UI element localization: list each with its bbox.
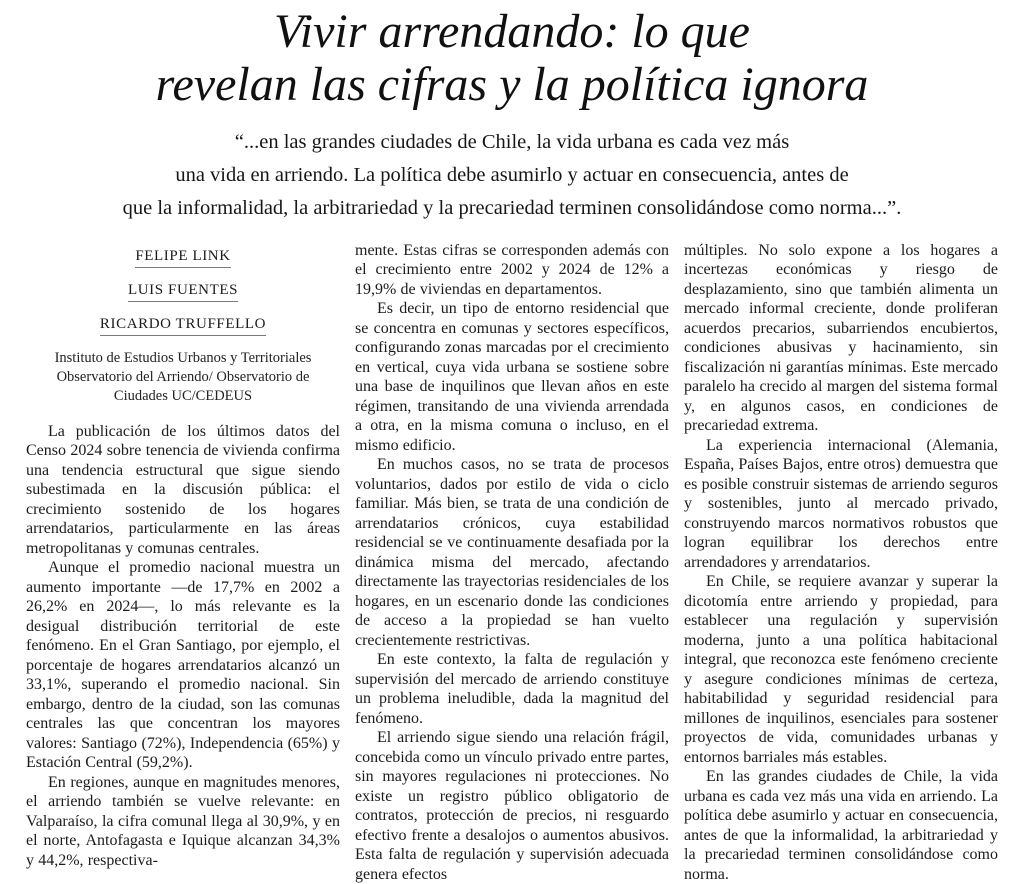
paragraph: múltiples. No solo expone a los hogares a incertezas económicas y riesgo de desplazamiento, sino que también alimenta un mercado informal creciente, donde proliferan acuerdos precarios, subarriendos encubiertos, condiciones abusivas y hacinamiento, sin fiscalización ni garantías mínimas. Este mercado paralelo ha crecido al margen del sistema formal y, en algunos casos, en condiciones de precariedad extrema. [684,241,998,435]
author-name: RICARDO TRUFFELLO [100,316,266,336]
paragraph: Aunque el promedio nacional muestra un aumento importante —de 17,7% en 2002 a 26,2% en 2024—, lo más relevante es la desigual distribución territorial de este fenómeno. En el Gran Santiago, por ejemplo, el porcentaje de hogares arrendatarios alcanzó un 33,1%, superando el promedio nacional. Sin embargo, dentro de la ciudad, son las comunas centrales las que concentran los mayores valores: Santiago (72%), Independencia (65%) y Estación Central (59,2%). [26,559,340,772]
paragraph: El arriendo sigue siendo una relación frágil, concebida como un vínculo privado entre partes, sin mayores regulaciones ni protecciones. No existe un registro público obligatorio de contratos, protección de precios, ni resguardo efectivo frente a desalojos o aumentos abusivos. Esta falta de regulación y supervisión adecuada genera efectos [355,729,669,883]
paragraph: Es decir, un tipo de entorno residencial que se concentra en comunas y sectores específicos, configurando zonas marcadas por el crecimiento en vertical, cuya vida urbana se sostiene sobre una base de inquilinos que llevan años en este régimen, transitando de una vivienda arrendada a otra, en la misma comuna o incluso, en el mismo edificio. [355,300,669,454]
paragraph: En muchos casos, no se trata de procesos voluntarios, dados por estilo de vida o ciclo familiar. Más bien, se trata de una condición de arrendatarios crónicos, cuya estabilidad residencial se ve continuamente desafiada por la dinámica misma del mercado, afectando directamente las trayectorias residenciales de los hogares, en un escenario donde las condiciones de acceso a la propiedad se han vuelto crecientemente restrictivas. [355,456,669,649]
author-felipe-link [26,247,340,268]
article-title-line-2: revelan las cifras y la política ignora [155,57,869,111]
pull-quote-line-1: “...en las grandes ciudades de Chile, la vida urbana es cada vez más [234,130,790,153]
author-luis-fuentes [26,281,340,302]
paragraph: En Chile, se requiere avanzar y superar la dicotomía entre arriendo y propiedad, para establecer una regulación y supervisión moderna, junto a una política habitacional integral, que reconozca este fenómeno creciente y asegure condiciones mínimas de certeza, habitabilidad y seguridad residencial para millones de inquilinos, esenciales para sostener proyectos de vida, comunidades urbanas y entornos barriales más estables. [684,573,998,766]
pull-quote-line-2: una vida en arriendo. La política debe asumirlo y actuar en consecuencia, antes de [175,163,849,186]
article-columns [26,241,998,884]
article-title-line-1: Vivir arrendando: lo que [274,5,750,58]
pull-quote [42,126,982,225]
affiliation-line-3: Ciudades UC/CEDEUS [113,387,253,404]
author-ricardo-truffello [26,315,340,336]
paragraph: En regiones, aunque en magnitudes menores, el arriendo también se vuelve relevante: en Valparaíso, la cifra comunal llega al 30,9%, y en el norte, Antofagasta e Iquique alcanzan 34,3% y 44,2%, respectiva- [26,773,340,869]
paragraph: En este contexto, la falta de regulación y supervisión del mercado de arriendo constituye un problema ineludible, dada la magnitud del fenómeno. [355,651,669,727]
article-column-1 [26,241,340,871]
affiliation-line-2: Observatorio del Arriendo/ Observatorio de [56,368,310,385]
paragraph: La publicación de los últimos datos del Censo 2024 sobre tenencia de vivienda confirma una tendencia estructural que sigue siendo subestimada en la discusión pública: el crecimiento sostenido de los hogares arrendatarios, particularmente en las áreas metropolitanas y comunas centrales. [26,422,340,557]
article-column-3 [684,241,998,884]
author-affiliation [26,349,340,406]
paragraph: mente. Estas cifras se corresponden además con el crecimiento entre 2002 y 2024 de 12% a 19,9% de viviendas en departamentos. [355,241,669,298]
byline-spacer [26,406,340,422]
author-name: LUIS FUENTES [128,282,238,302]
article-title [26,6,998,112]
article-column-2 [355,241,669,884]
paragraph: En las grandes ciudades de Chile, la vida urbana es cada vez más una vida en arriendo. La política debe asumirlo y actuar en consecuencia, antes de que la informalidad, la arbitrariedad y la precariedad terminen consolidándose como norma. [684,768,998,883]
byline [26,247,340,422]
author-name: FELIPE LINK [135,248,230,268]
paragraph: La experiencia internacional (Alemania, España, Países Bajos, entre otros) demuestra que es posible construir sistemas de arriendo seguros y sostenibles, junto al mercado privado, construyendo marcos normativos robustos que logran equilibrar los derechos entre arrendadores y arrendatarios. [684,436,999,571]
affiliation-line-1: Instituto de Estudios Urbanos y Territoriales [54,349,312,366]
pull-quote-line-3: que la informalidad, la arbitrariedad y la precariedad terminen consolidándose como norma...”. [122,196,902,219]
